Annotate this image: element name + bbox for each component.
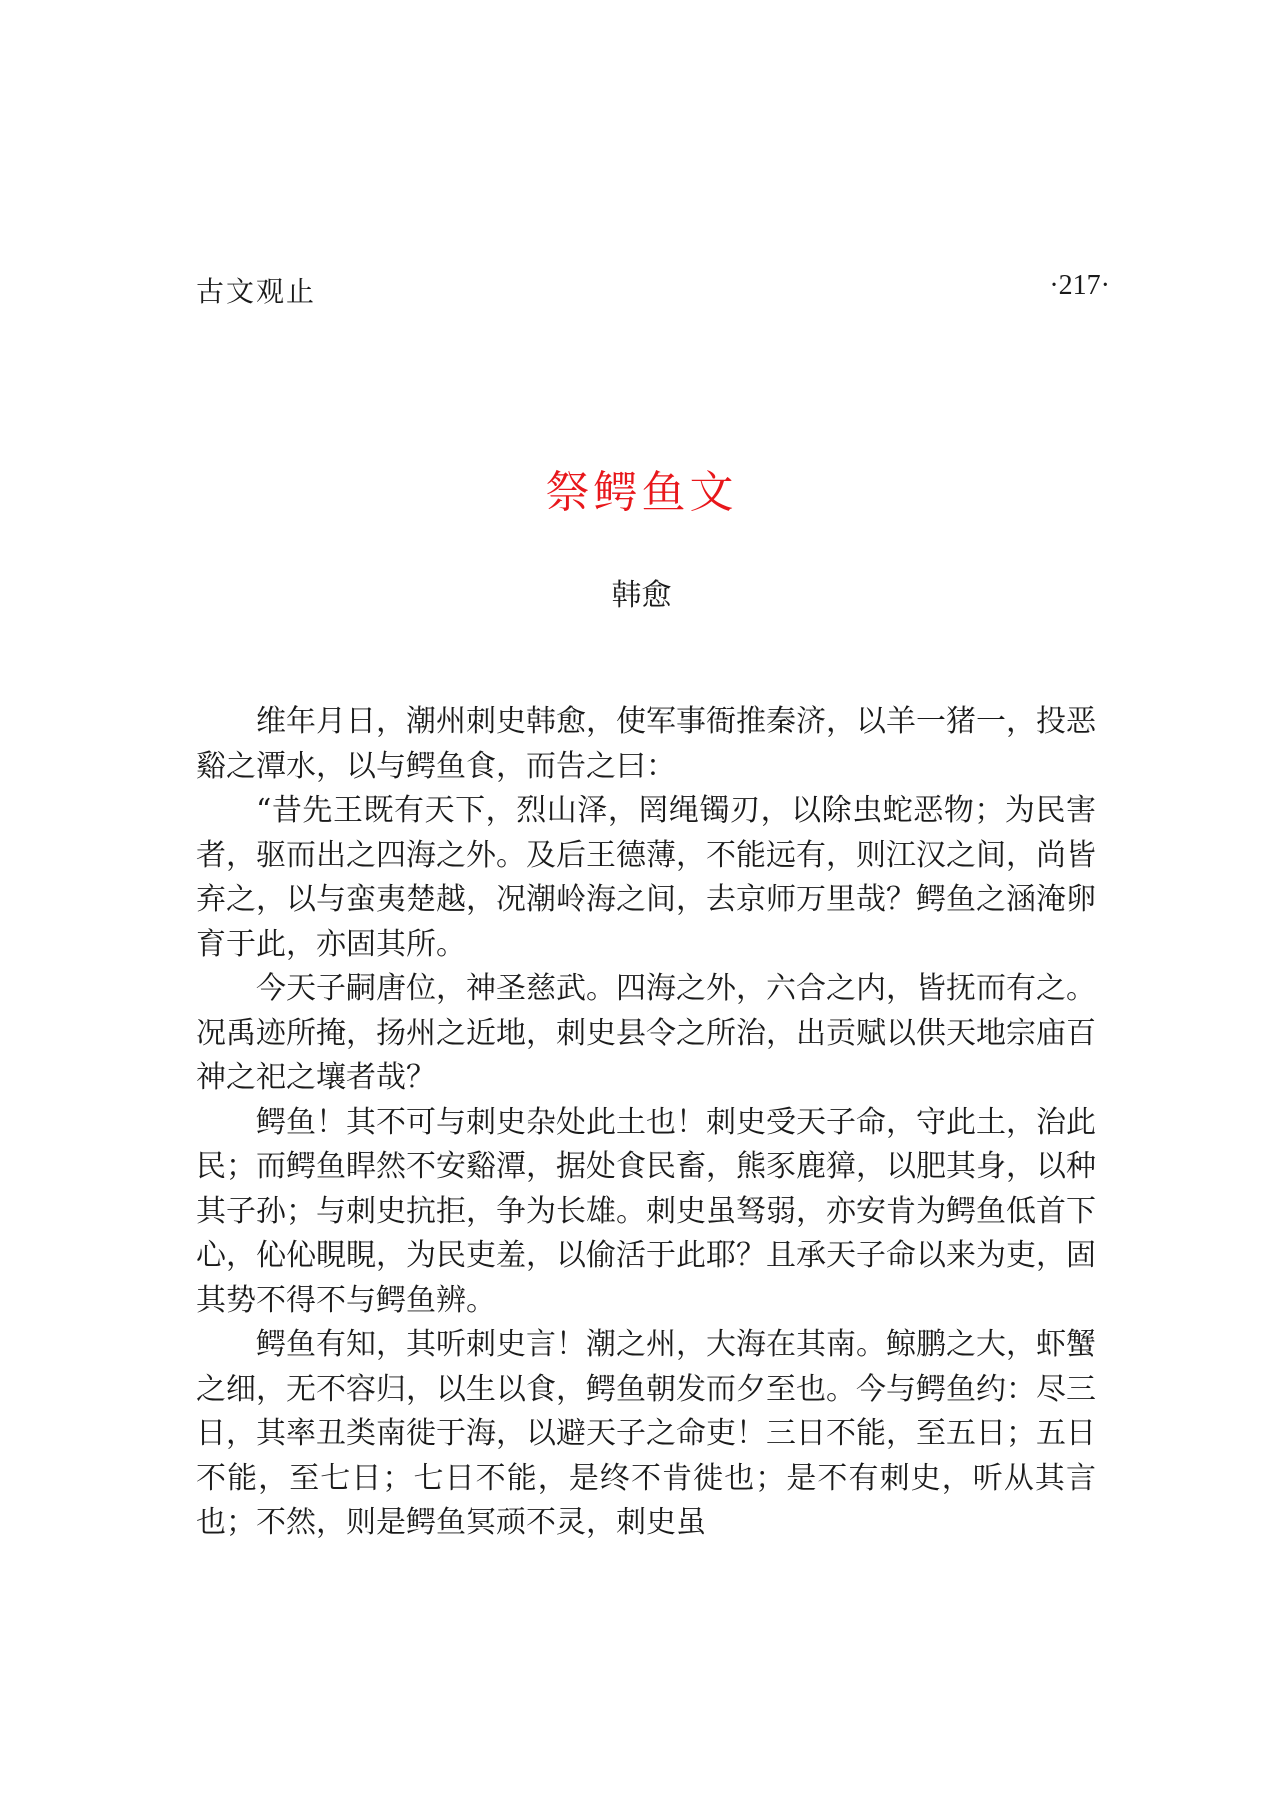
paragraph: 鳄鱼有知，其听刺史言！潮之州，大海在其南。鲸鹏之大，虾蟹之细，无不容归，以生以食，鳄鱼朝发而夕至也。今与鳄鱼约：尽三日，其率丑类南徙于海，以避天子之命吏！三日不能，至五日；五日不能，至七日；七日不能，是终不肯徙也；是不有刺史，听从其言也；不然，则是鳄鱼冥顽不灵，刺史虽 bbox=[196, 1327, 1096, 1540]
page-number: ·217· bbox=[1049, 270, 1110, 301]
running-head: 古文观止 bbox=[196, 275, 317, 308]
paragraph: 今天子嗣唐位，神圣慈武。四海之外，六合之内，皆抚而有之。况禹迹所掩，扬州之近地，刺史县令之所治，出贡赋以供天地宗庙百神之祀之壤者哉？ bbox=[196, 971, 1096, 1095]
article-body bbox=[196, 700, 1096, 1546]
paragraph: 维年月日，潮州刺史韩愈，使军事衙推秦济，以羊一猪一，投恶谿之潭水，以与鳄鱼食，而告之曰： bbox=[196, 704, 1096, 784]
paragraph: 鳄鱼！其不可与刺史杂处此土也！刺史受天子命，守此土，治此民；而鳄鱼睅然不安谿潭，据处食民畜，熊豕鹿獐，以肥其身，以种其子孙；与刺史抗拒，争为长雄。刺史虽驽弱，亦安肯为鳄鱼低首下心，伈伈睍睍，为民吏羞，以偷活于此耶？且承天子命以来为吏，固其势不得不与鳄鱼辨。 bbox=[196, 1104, 1096, 1318]
paragraph: “昔先王既有天下，烈山泽，罔绳镯刃，以除虫蛇恶物；为民害者，驱而出之四海之外。及后王德薄，不能远有，则江汉之间，尚皆弃之，以与蛮夷楚越，况潮岭海之间，去京师万里哉？鳄鱼之涵淹卵育于此，亦固其所。 bbox=[196, 793, 1096, 962]
article-title: 祭鳄鱼文 bbox=[545, 467, 738, 518]
article-author: 韩愈 bbox=[611, 578, 672, 613]
